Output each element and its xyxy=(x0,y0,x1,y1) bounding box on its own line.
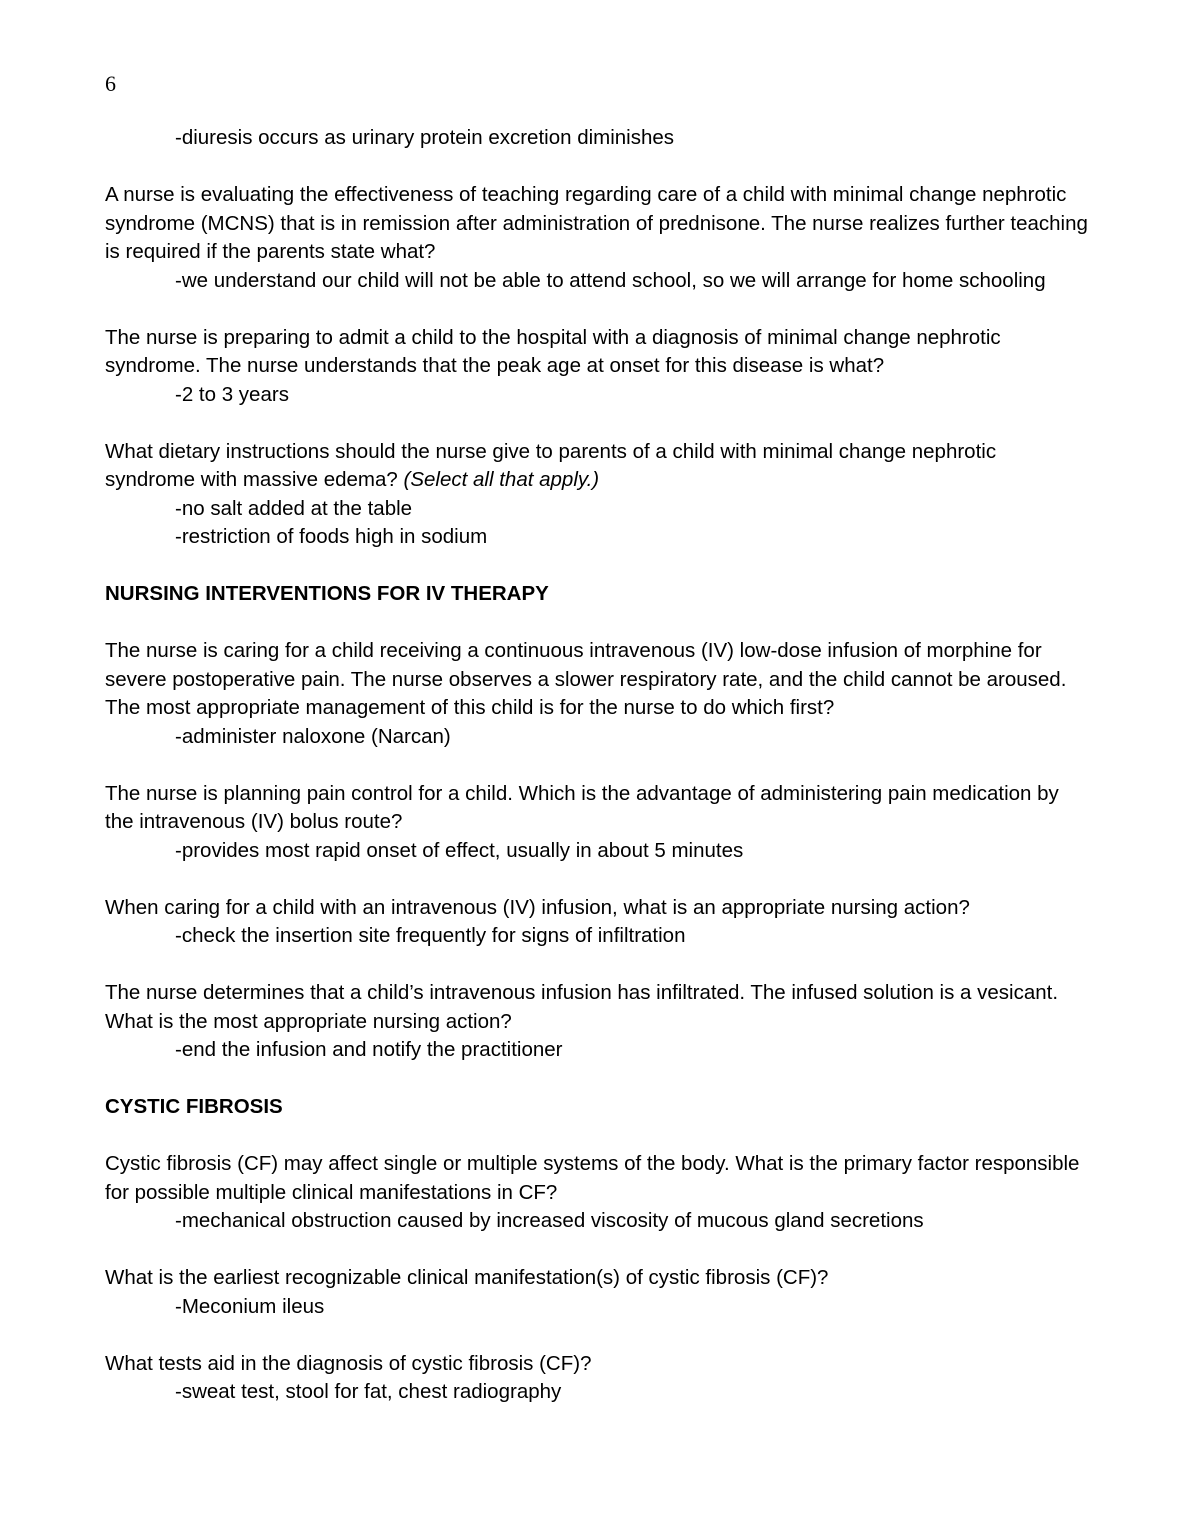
answer-text: -2 to 3 years xyxy=(175,382,289,406)
answer-text: -provides most rapid onset of effect, usually in about 5 minutes xyxy=(175,838,744,862)
question-main-text: What dietary instructions should the nurse give to parents of a child with minimal change nephrotic syndrome with massive edema? xyxy=(105,439,997,491)
qa-item xyxy=(105,324,1090,410)
qa-item xyxy=(105,1264,1090,1321)
qa-item xyxy=(105,780,1090,866)
qa-item xyxy=(105,1350,1090,1407)
answer-text: -diuresis occurs as urinary protein excretion diminishes xyxy=(175,126,675,149)
document-body xyxy=(105,124,1090,1435)
answer-text: -mechanical obstruction caused by increased viscosity of mucous gland secretions xyxy=(175,1209,924,1232)
question-text: Cystic fibrosis (CF) may affect single or multiple systems of the body. What is the primary factor responsible for possible multiple clinical manifestations in CF? xyxy=(105,1152,1080,1204)
answer-text: -restriction of foods high in sodium xyxy=(175,525,488,548)
question-text: The nurse is caring for a child receiving a continuous intravenous (IV) low-dose infusion of morphine for severe postoperative pain. The nurse observes a slower respiratory rate, and the child cannot be aroused. The most appropriate management of this child is for the nurse to do which first? xyxy=(105,639,1067,719)
question-text: When caring for a child with an intravenous (IV) infusion, what is an appropriate nursing action? xyxy=(105,895,970,919)
qa-item xyxy=(105,979,1090,1065)
question-text: The nurse is planning pain control for a child. Which is the advantage of administering pain medication by the intravenous (IV) bolus route? xyxy=(105,781,1059,833)
answer-text: -end the infusion and notify the practitioner xyxy=(175,1038,563,1061)
section-heading: CYSTIC FIBROSIS xyxy=(105,1095,283,1118)
page-number: 6 xyxy=(105,71,116,96)
question-text: A nurse is evaluating the effectiveness of teaching regarding care of a child with minimal change nephrotic syndrome (MCNS) that is in remission after administration of prednisone. The nurse realizes further teaching is required if the parents state what? xyxy=(105,183,1088,263)
question-text: What tests aid in the diagnosis of cystic fibrosis (CF)? xyxy=(105,1351,592,1375)
question-text xyxy=(105,438,1090,495)
qa-item xyxy=(105,1150,1090,1236)
carryover-block xyxy=(105,124,1090,153)
question-italic-note: (Select all that apply.) xyxy=(403,468,600,491)
qa-item xyxy=(105,894,1090,951)
qa-item xyxy=(105,438,1090,552)
answer-text: -administer naloxone (Narcan) xyxy=(175,724,451,748)
qa-item xyxy=(105,181,1090,295)
question-text: The nurse is preparing to admit a child to the hospital with a diagnosis of minimal change nephrotic syndrome. The nurse understands that the peak age at onset for this disease is what? xyxy=(105,325,1001,377)
section-heading: NURSING INTERVENTIONS FOR IV THERAPY xyxy=(105,582,549,605)
qa-item xyxy=(105,637,1090,751)
question-text: What is the earliest recognizable clinical manifestation(s) of cystic fibrosis (CF)? xyxy=(105,1266,829,1289)
answer-text: -check the insertion site frequently for signs of infiltration xyxy=(175,924,686,947)
answer-text: -we understand our child will not be able to attend school, so we will arrange for home schooling xyxy=(175,268,1046,292)
answer-text: -sweat test, stool for fat, chest radiography xyxy=(175,1380,562,1403)
answer-text: -no salt added at the table xyxy=(175,496,413,520)
answer-text: -Meconium ileus xyxy=(175,1294,325,1318)
question-text: The nurse determines that a child’s intravenous infusion has infiltrated. The infused solution is a vesicant. What is the most appropriate nursing action? xyxy=(105,981,1059,1033)
